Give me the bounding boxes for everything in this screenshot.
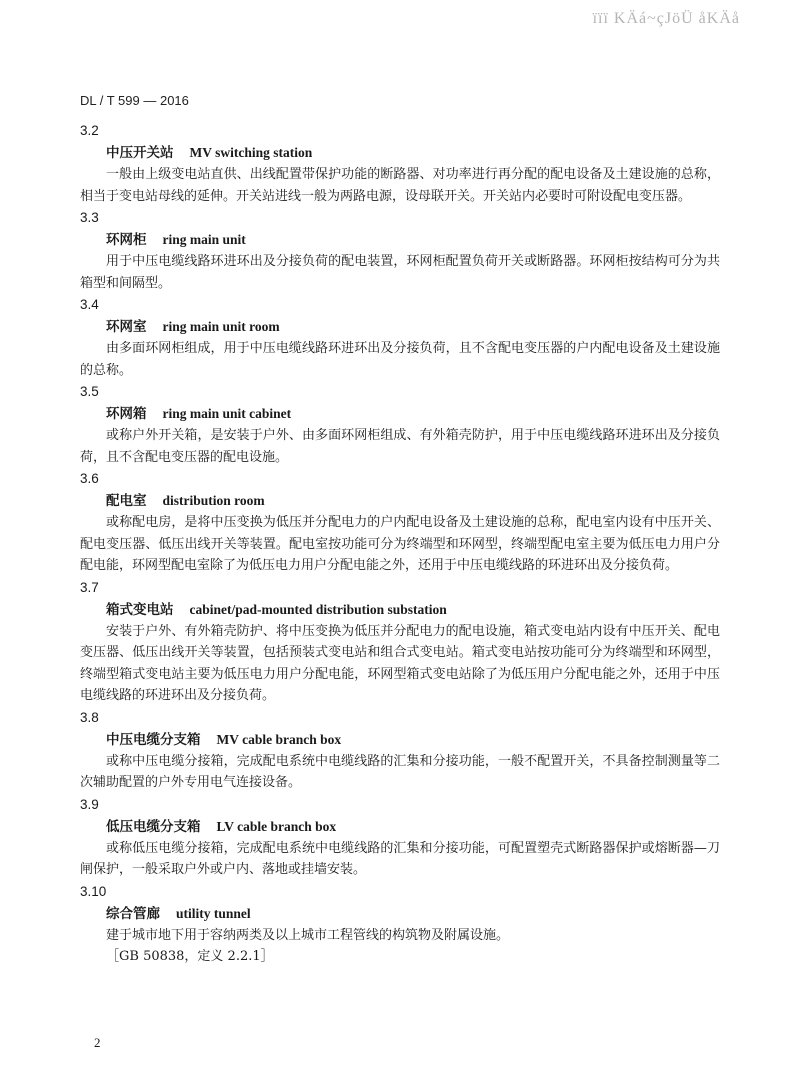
clause-number: 3.7	[80, 579, 99, 595]
term-zh: 环网柜	[106, 232, 147, 248]
term-heading	[106, 229, 800, 251]
clause-3-5	[0, 381, 800, 468]
clause-number: 3.2	[80, 123, 99, 138]
term-definition: 或称低压电缆分接箱，完成配电系统中电缆线路的汇集和分接功能，可配置塑壳式断路器保护或熔断器—刀闸保护，一般采取户外或户内、落地或挂墙安装。	[80, 840, 720, 877]
term-en: LV cable branch box	[216, 818, 337, 834]
terms-content	[0, 120, 800, 967]
term-heading	[106, 729, 800, 751]
source-reference: ［GB 50838，定义 2.2.1］	[106, 949, 274, 964]
clause-3-8	[0, 707, 800, 794]
clause-number: 3.6	[80, 471, 99, 486]
term-zh: 环网箱	[106, 406, 147, 422]
term-zh: 环网室	[106, 319, 147, 335]
term-en: utility tunnel	[176, 905, 251, 921]
term-en: MV cable branch box	[216, 731, 342, 747]
clause-3-3	[0, 207, 800, 294]
clause-number: 3.8	[80, 709, 99, 725]
clause-number: 3.10	[80, 883, 107, 899]
term-definition: 建于城市地下用于容纳两类及以上城市工程管线的构筑物及附属设施。	[106, 927, 510, 943]
clause-3-2	[0, 120, 800, 207]
term-heading	[106, 142, 800, 164]
clause-number: 3.5	[80, 384, 99, 399]
term-definition: 或称户外开关箱，是安装于户外、由多面环网柜组成、有外箱壳防护，用于中压电缆线路环进环出及分接负荷，且不含配电变压器的配电设施。	[80, 428, 720, 465]
clause-number: 3.4	[80, 297, 99, 312]
term-definition: 用于中压电缆线路环进环出及分接负荷的配电装置，环网柜配置负荷开关或断路器。环网柜按结构可分为共箱型和间隔型。	[80, 254, 720, 291]
term-en: ring main unit cabinet	[162, 406, 292, 421]
term-en: cabinet/pad-mounted distribution substation	[189, 601, 447, 617]
term-en: ring main unit	[162, 232, 246, 247]
term-en: MV switching station	[189, 145, 313, 160]
clause-number: 3.9	[80, 796, 99, 812]
clause-3-4	[0, 294, 800, 381]
term-definition: 安装于户外、有外箱壳防护、将中压变换为低压并分配电力的配电设施，箱式变电站内设有中压开关、配电变压器、低压出线开关等装置，包括预装式变电站和组合式变电站。箱式变电站按功能可分为终端型和环网型，终端型箱式变电站主要为低压电力用户分配电能，环网型箱式变电站除了为低压用户分配电能之外，还用于中压电缆线路的环进环出及分接负荷。	[80, 623, 720, 703]
term-heading	[106, 403, 800, 425]
term-heading	[106, 316, 800, 338]
term-heading	[106, 599, 800, 621]
term-definition: 或称配电房，是将中压变换为低压并分配电力的户内配电设备及土建设施的总称，配电室内设有中压开关、配电变压器、低压出线开关等装置。配电室按功能可分为终端型和环网型，终端型配电室主要为低压电力用户分配电能，环网型配电室除了为低压电力用户分配电能之外，还用于中压电缆线路的环进环出及分接负荷。	[80, 515, 720, 573]
term-definition: 一般由上级变电站直供、出线配置带保护功能的断路器、对功率进行再分配的配电设备及土建设施的总称，相当于变电站母线的延伸。开关站进线一般为两路电源，设母联开关。开关站内必要时可附设配电变压器。	[80, 167, 720, 204]
term-zh: 低压电缆分支箱	[106, 818, 201, 835]
term-zh: 配电室	[106, 493, 147, 509]
term-en: ring main unit room	[162, 319, 280, 334]
term-definition: 由多面环网柜组成，用于中压电缆线路环进环出及分接负荷，且不含配电变压器的户内配电设备及土建设施的总称。	[80, 341, 720, 378]
term-en: distribution room	[162, 493, 265, 508]
header-corner-text: ïïï KÄá~çJöÜ åKÄå	[592, 10, 740, 27]
term-heading	[106, 816, 800, 838]
clause-3-10	[0, 881, 800, 968]
term-zh: 箱式变电站	[106, 601, 174, 618]
clause-3-7	[0, 577, 800, 707]
standard-code: DL / T 599 — 2016	[80, 93, 189, 108]
term-heading	[106, 903, 800, 925]
term-zh: 中压电缆分支箱	[106, 731, 201, 748]
clause-3-6	[0, 468, 800, 577]
clause-3-9	[0, 794, 800, 881]
term-definition: 或称中压电缆分接箱，完成配电系统中电缆线路的汇集和分接功能，一般不配置开关，不具备控制测量等二次辅助配置的户外专用电气连接设备。	[80, 753, 720, 790]
term-zh: 综合管廊	[106, 905, 160, 922]
term-zh: 中压开关站	[106, 145, 174, 161]
page-number: 2	[94, 1035, 101, 1050]
clause-number: 3.3	[80, 210, 99, 225]
term-heading	[106, 490, 800, 512]
